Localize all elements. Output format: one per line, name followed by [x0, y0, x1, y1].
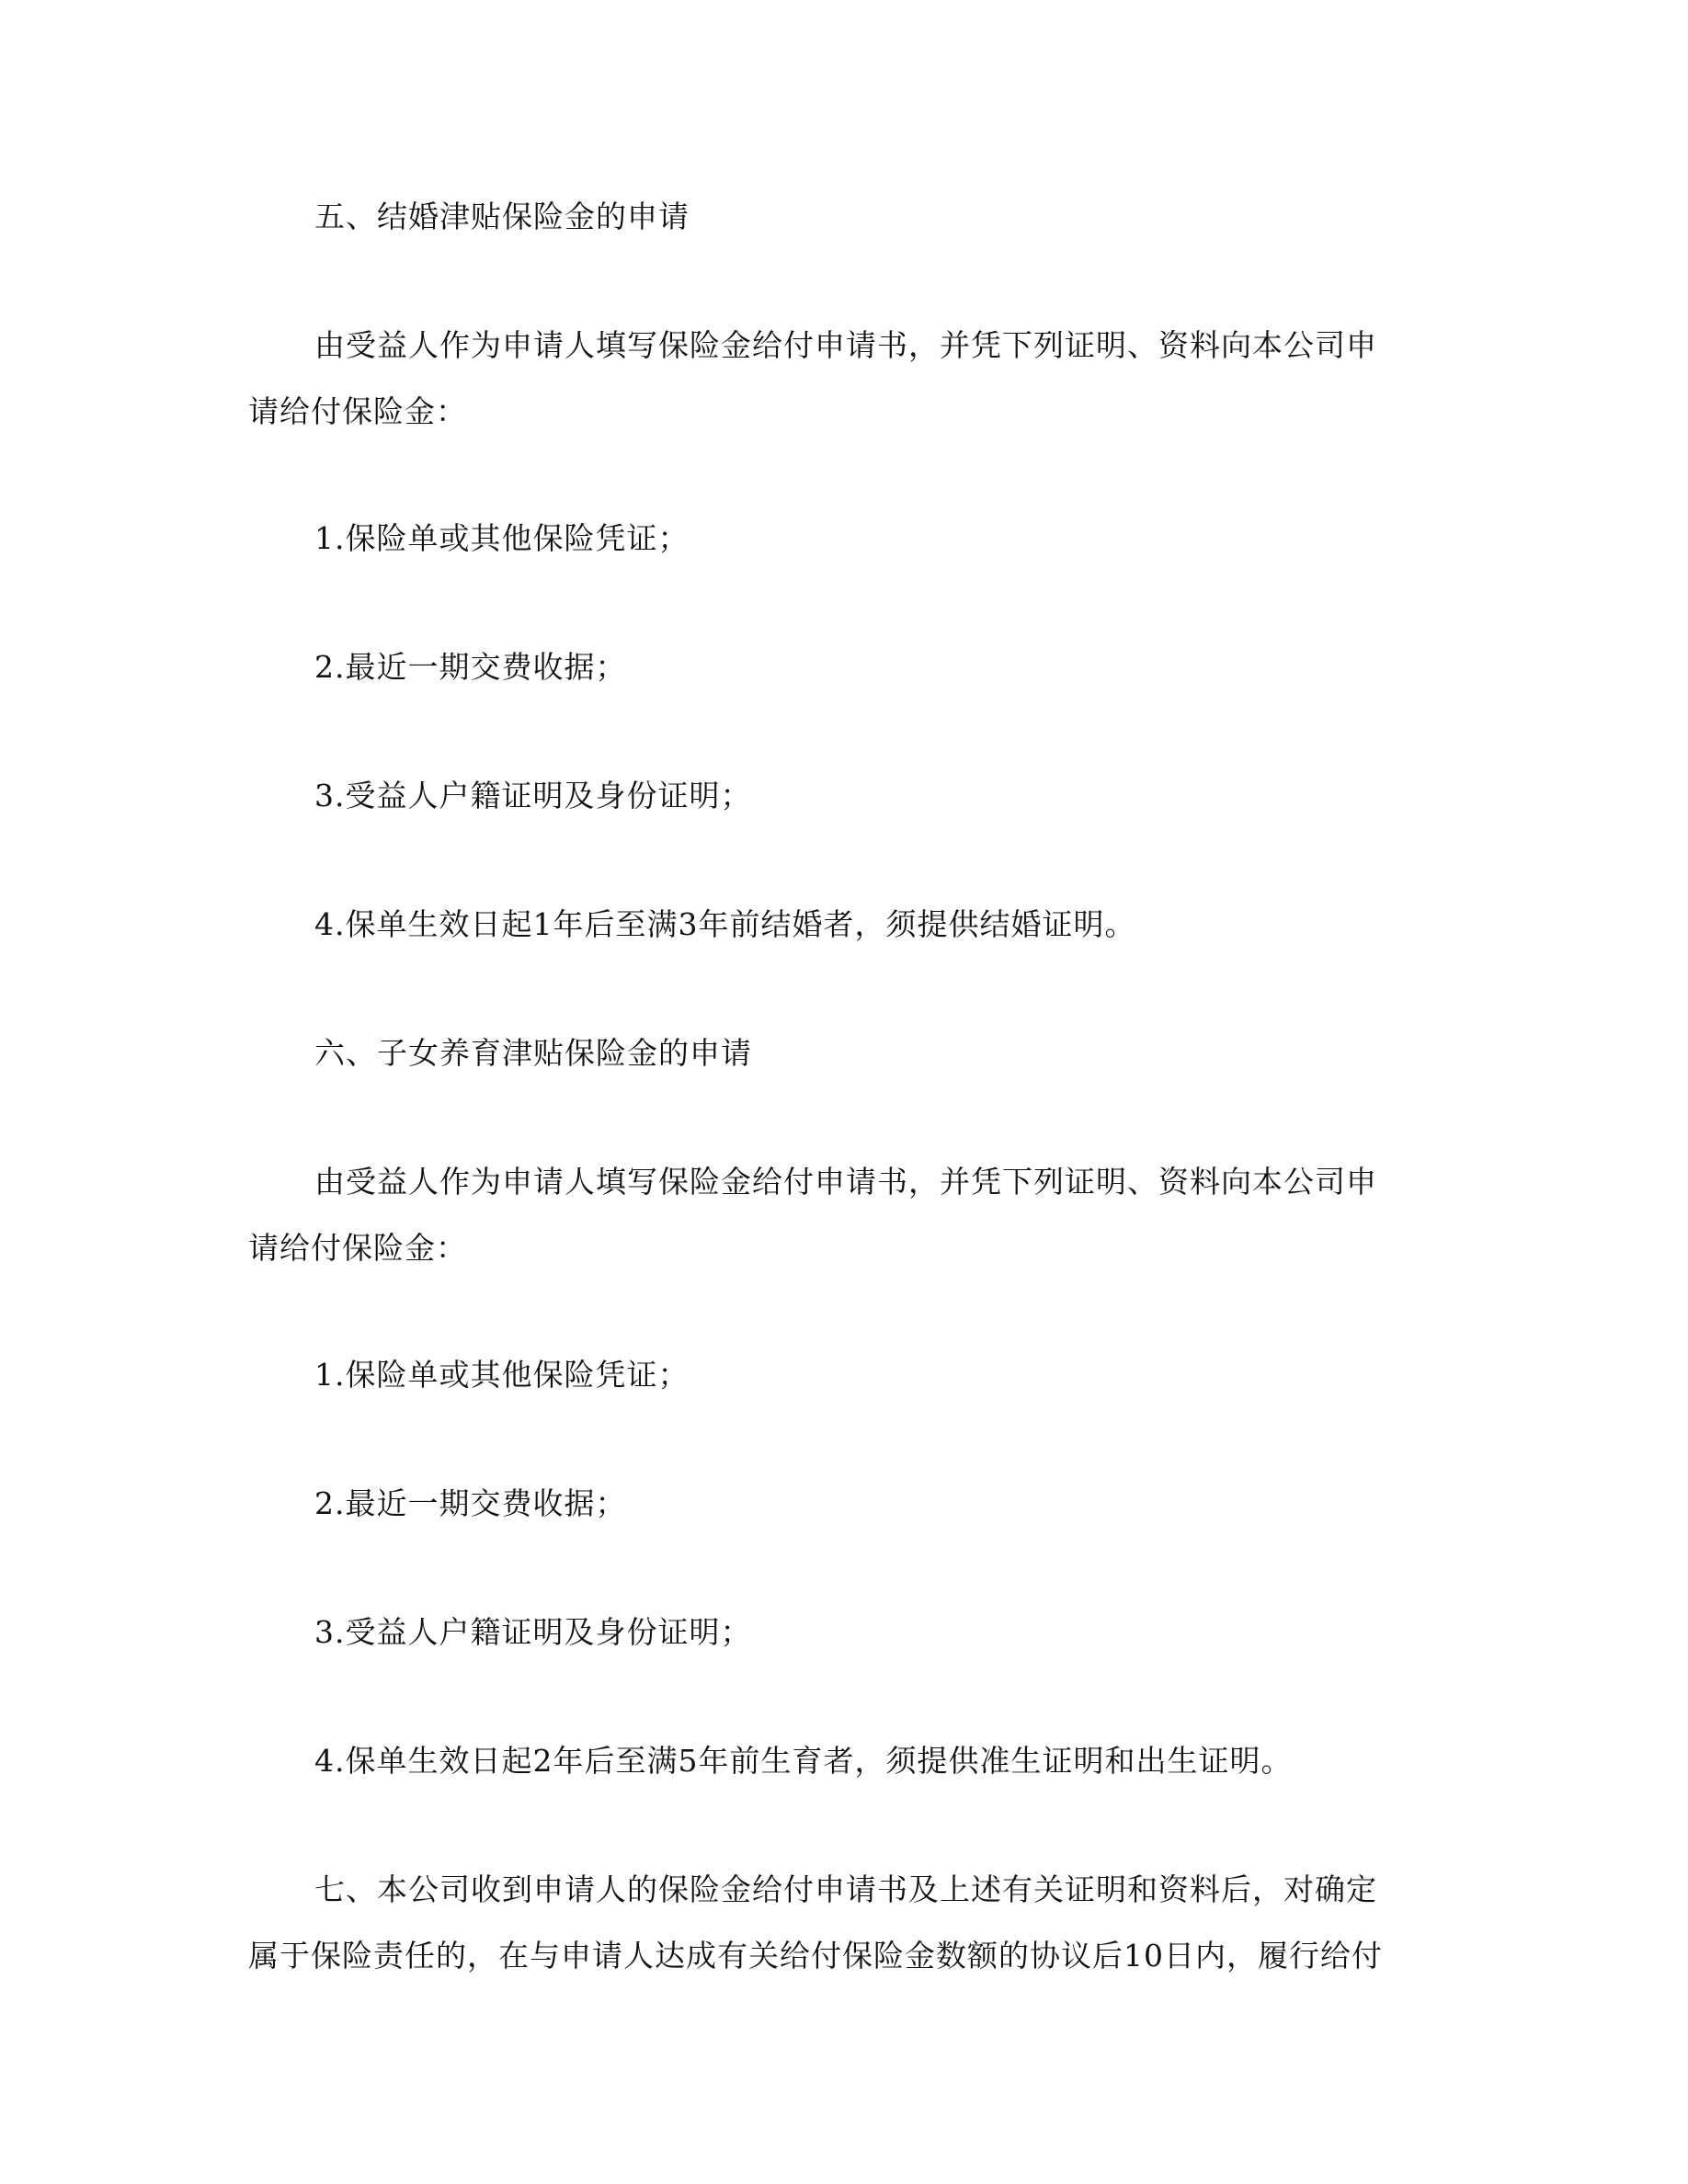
section-5-item-1: 1.保险单或其他保险凭证； [314, 520, 690, 556]
section-5-item-2: 2.最近一期交费收据； [314, 649, 627, 685]
section-5-intro-line-1: 由受益人作为申请人填写保险金给付申请书，并凭下列证明、资料向本公司申 [314, 327, 1377, 363]
section-7-line-1: 七、本公司收到申请人的保险金给付申请书及上述有关证明和资料后，对确定 [314, 1871, 1377, 1907]
section-5-item-4: 4.保单生效日起1年后至满3年前结婚者，须提供结婚证明。 [314, 906, 1136, 942]
section-7-line-2: 属于保险责任的，在与申请人达成有关给付保险金数额的协议后10日内，履行给付 [248, 1938, 1383, 1974]
section-6-item-3: 3.受益人户籍证明及身份证明； [314, 1614, 752, 1650]
section-6-item-4: 4.保单生效日起2年后至满5年前生育者，须提供准生证明和出生证明。 [314, 1743, 1293, 1779]
section-6-intro-line-1: 由受益人作为申请人填写保险金给付申请书，并凭下列证明、资料向本公司申 [314, 1164, 1377, 1200]
section-6-item-2: 2.最近一期交费收据； [314, 1485, 627, 1521]
section-6-item-1: 1.保险单或其他保险凭证； [314, 1357, 690, 1393]
section-6-intro-line-2: 请给付保险金： [248, 1230, 467, 1266]
section-5-intro [248, 313, 1443, 445]
section-7-paragraph [248, 1857, 1443, 1989]
section-6-heading: 六、子女养育津贴保险金的申请 [314, 1035, 752, 1071]
section-5-item-3: 3.受益人户籍证明及身份证明； [314, 778, 752, 813]
section-6-intro [248, 1149, 1443, 1281]
section-5-heading: 五、结婚津贴保险金的申请 [314, 199, 690, 234]
section-5-intro-line-2: 请给付保险金： [248, 393, 467, 429]
